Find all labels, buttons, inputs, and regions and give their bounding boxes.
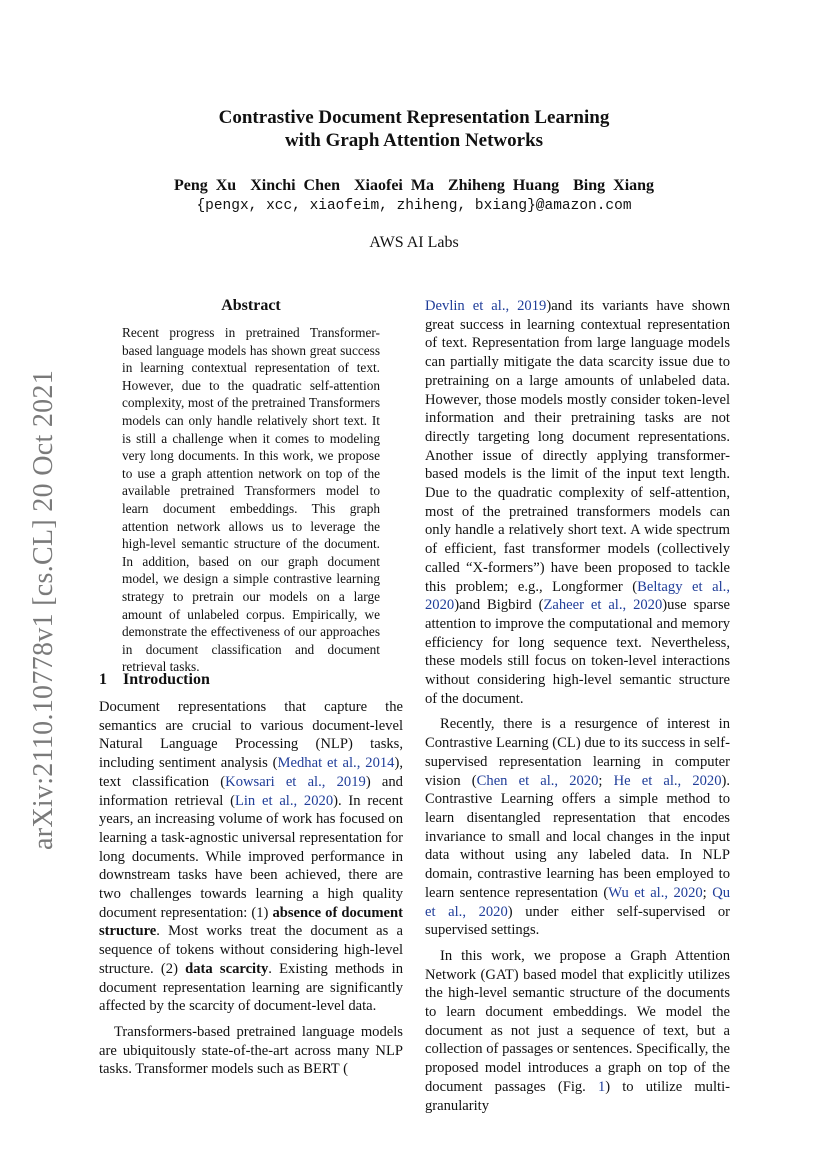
paragraph: Document representations that capture the semantics are crucial to various document-level Natural Language Processing (NLP) tasks, including sentiment analysis (Medhat et al., 2014), text classification (Kowsari et al., 2019) and information retrieval (Lin et al., 2020). In recent years, an increasing volume of work has focused on learning a task-agnostic universal representation for long documents. While improved performance in downstream tasks have been achieved, there are two challenges towards learning a high quality document representation: (1) absence of document structure. Most works treat the document as a sequence of tokens without considering high-level structure. (2) data scarcity. Existing methods in document representation learning are significantly affected by the scarcity of document-level data. [99,699,404,1015]
section-heading-introduction [99,671,210,689]
citation-link[interactable]: Zaheer et al., 2020 [543,597,663,614]
intro-left-column [99,698,403,1079]
citation-link[interactable]: Chen et al., 2020 [476,772,599,789]
author: Zhiheng Huang [447,177,560,194]
paper-title [0,106,828,152]
author: Xinchi Chen [250,177,340,194]
section-number: 1 [99,671,107,688]
author: Peng Xu [173,177,237,194]
citation-link[interactable]: Devlin et al., 2019 [425,298,547,314]
citation-link[interactable]: Lin et al., 2020 [234,792,334,809]
author: Xiaofei Ma [353,177,434,194]
affiliation: AWS AI Labs [369,234,459,251]
citation-link[interactable]: He et al., 2020 [613,772,722,789]
paragraph: In this work, we propose a Graph Attention Network (GAT) based model that explicitly utilizes the high-level semantic structure of the documents to learn document embeddings. We model the document as not just a sequence of text, but a collection of passages or sentences. Specifically, the proposed model introduces a graph on top of the document passages (Fig. 1) to utilize multi-granularity [425,947,730,1114]
citation-link[interactable]: Qu et al., 2020 [425,884,731,920]
citation-link[interactable]: Beltagy et al., 2020 [425,578,730,614]
paragraph: Transformers-based pretrained language models are ubiquitously state-of-the-art across many NLP tasks. Transformer models such as BERT ( [99,1023,403,1078]
author: Bing Xiang [573,177,655,194]
bold-term: data scarcity [185,960,269,977]
figure-reference-link[interactable]: 1 [597,1078,606,1095]
abstract-heading: Abstract [221,297,281,314]
section-title: Introduction [123,671,210,688]
arxiv-identifier: arXiv:2110.10778v1 [cs.CL] 20 Oct 2021 [28,369,60,851]
abstract-text: Recent progress in pretrained Transformer-based language models has shown great success in learning contextual representation of text. However, due to the quadratic self-attention complexity, most of the pretrained Transformers models can only handle relatively short text. It is still a challenge when it comes to modeling very long documents. In this work, we propose to use a graph attention network on top of the available pretrained Transformers model to learn document embeddings. This graph attention network allows us to leverage the high-level semantic structure of the document. In addition, based on our graph document model, we design a simple contrastive learning strategy to pretrain our models on a large amount of unlabeled corpus. Empirically, we demonstrate the effectiveness of our approaches in document classification and document retrieval tasks. [122,325,380,675]
bold-term: absence of document structure [99,904,403,940]
author-emails: {pengx, xcc, xiaofeim, zhiheng, bxiang}@amazon.com [196,198,632,214]
author-list [0,177,828,195]
paragraph-continuation: Devlin et al., 2019)and its variants have shown great success in learning contextual representation of text. Representation from large language models can partially mitigate the data scarcity issue due to pretraining on a large amounts of unlabeled data. However, those models mostly consider token-level information and their pretraining tasks are not directly targeting long document representations. Another issue of directly applying transformer-based models is the limit of the input text length. Due to the quadratic complexity of self-attention, most of the pretrained transformers models can only handle a relatively short text. A wide spectrum of efficient, fast transformer models (collectively called “X-formers”) have been proposed to tackle this problem; e.g., Longformer (Beltagy et al., 2020)and Bigbird (Zaheer et al., 2020)use sparse attention to improve the computational and memory efficiency for long sequence text. Nevertheless, these models still focus on token-level interactions without considering high-level semantic structure of the document. [425,298,730,707]
paragraph: Recently, there is a resurgence of interest in Contrastive Learning (CL) due to its success in self-supervised representation learning in computer vision (Chen et al., 2020; He et al., 2020). Contrastive Learning offers a simple method to learn disentangled representation that encodes invariance to small and local changes in the input data without using any labeled data. In NLP domain, contrastive learning has been employed to learn sentence representation (Wu et al., 2020; Qu et al., 2020) under either self-supervised or supervised settings. [425,716,731,939]
citation-link[interactable]: Kowsari et al., 2019 [225,773,366,790]
right-column [425,297,730,1115]
title-line-1: Contrastive Document Representation Learning [218,107,610,128]
title-line-2: with Graph Attention Networks [284,130,544,151]
citation-link[interactable]: Medhat et al., 2014 [277,755,395,772]
citation-link[interactable]: Wu et al., 2020 [608,884,703,901]
